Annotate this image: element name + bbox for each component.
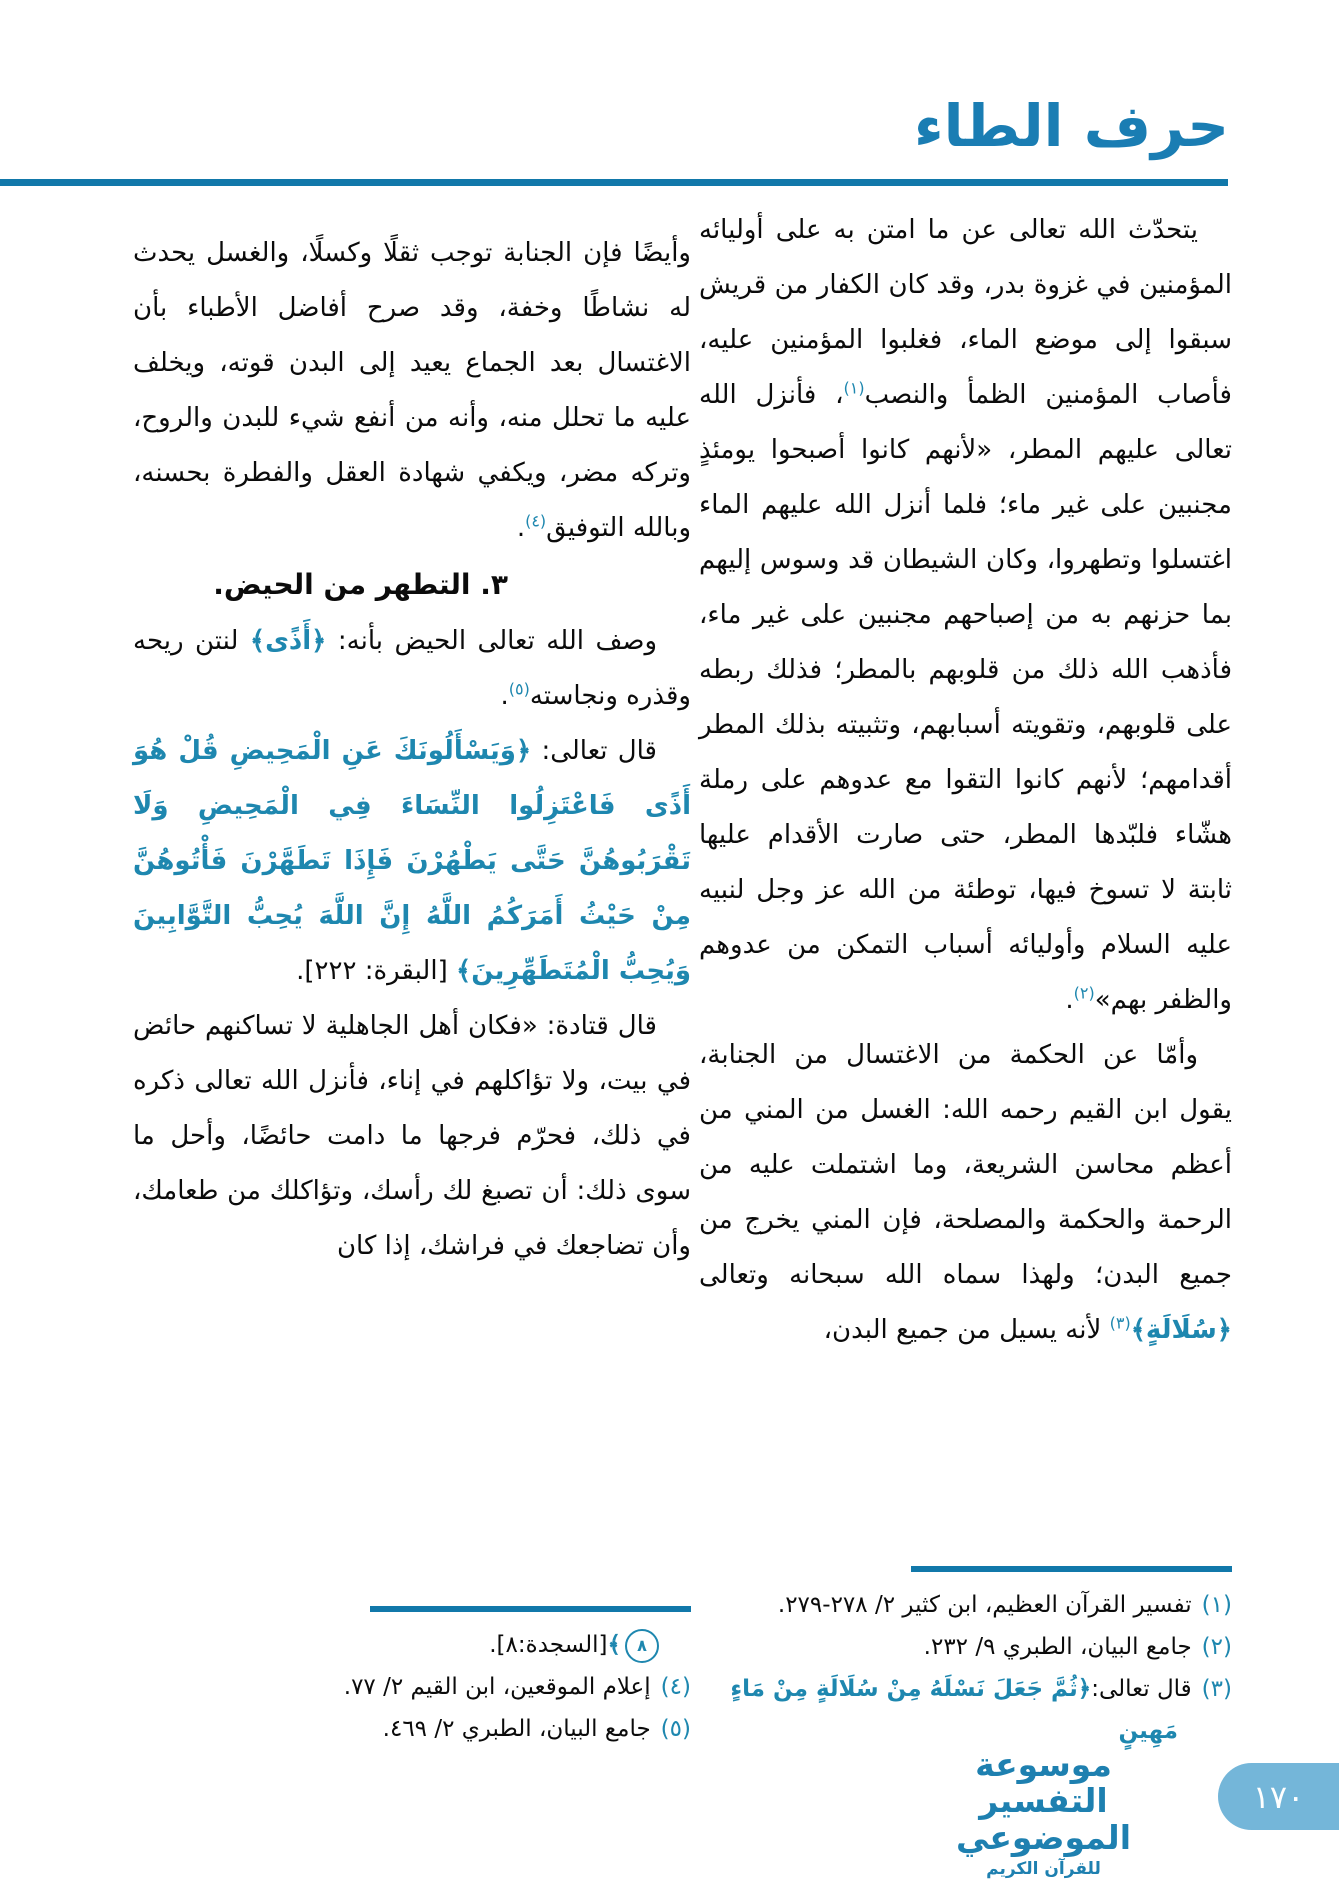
verse-reference: [السجدة:٨]. xyxy=(489,1632,608,1658)
paragraph xyxy=(133,614,691,724)
footnote-text: جامع البيان، الطبري ٢/ ٤٦٩. xyxy=(382,1716,651,1742)
body-text: يتحدّث الله تعالى عن ما امتن به على أوليائه المؤمنين في غزوة بدر، وقد كان الكفار من قريش سبقوا إلى موضع الماء، فغلبوا المؤمنين عليه، فأصاب المؤمنين الظمأ والنصب xyxy=(699,215,1232,410)
column-left xyxy=(133,226,691,1274)
footnote xyxy=(699,1584,1232,1626)
body-text: ، فأنزل الله تعالى عليهم المطر، «لأنهم كانوا أصبحوا يومئذٍ مجنبين على غير ماء؛ فلما أنزل الله عليهم الماء اغتسلوا وتطهروا، وكان الشيطان قد وسوس إليهم بما حزنهم به من إصباحهم مجنبين على غير ماء، فأذهب الله ذلك من قلوبهم بالمطر؛ فذلك ربطه على قلوبهم، وتقويته أسبابهم، وتثبيته بذلك المطر أقدامهم؛ لأنهم كانوا التقوا مع عدوهم على رملة هشّاء فلبّدها المطر، حتى صارت الأقدام عليها ثابتة لا تسوخ فيها، توطئة من الله عز وجل لنبيه عليه السلام وأوليائه أسباب التمكن من عدوهم والظفر بهم» xyxy=(699,380,1232,1015)
quran-verse: ﴿وَيَسْأَلُونَكَ عَنِ الْمَحِيضِ قُلْ هُوَ أَذًى فَاعْتَزِلُوا النِّسَاءَ فِي الْمَحِيضِ وَلَا تَقْرَبُوهُنَّ حَتَّى يَطْهُرْنَ فَإِذَا تَطَهَّرْنَ فَأْتُوهُنَّ مِنْ حَيْثُ أَمَرَكُمُ اللَّهُ إِنَّ اللَّهَ يُحِبُّ التَّوَّابِينَ وَيُحِبُّ الْمُتَطَهِّرِينَ﴾ xyxy=(133,736,691,986)
verse-reference: [البقرة: ٢٢٢]. xyxy=(296,956,456,986)
footnote xyxy=(133,1666,691,1708)
chapter-title: حرف الطاء xyxy=(913,92,1229,160)
footnote-number: (٥) xyxy=(660,1716,691,1742)
quran-word: ﴿أَذًى﴾ xyxy=(249,626,327,656)
body-text: . xyxy=(1065,985,1074,1015)
footnote xyxy=(699,1668,1232,1752)
footnote-divider xyxy=(911,1566,1232,1572)
body-text: قال تعالى: xyxy=(531,736,657,766)
body-text: وأمّا عن الحكمة من الاغتسال من الجنابة، يقول ابن القيم رحمه الله: الغسل من المني من أعظم محاسن الشريعة، وما اشتملت عليه من الرحمة والحكمة والمصلحة، فإن المني يخرج من جميع البدن؛ ولهذا سماه الله سبحانه وتعالى xyxy=(699,1040,1232,1290)
body-text: وأيضًا فإن الجنابة توجب ثقلًا وكسلًا، والغسل يحدث له نشاطًا وخفة، وقد صرح أفاضل الأطباء بأن الاغتسال بعد الجماع يعيد إلى البدن قوته، ويخلف عليه ما تحلل منه، وأنه من أنفع شيء للبدن والروح، وتركه مضر، ويكفي شهادة العقل والفطرة بحسنه، وبالله التوفيق xyxy=(133,238,691,543)
page-number-badge xyxy=(1218,1763,1339,1830)
logo-title: موسوعة التفسير الموضوعي xyxy=(955,1745,1132,1857)
footnote-ref-5: (٥) xyxy=(508,679,530,699)
paragraph xyxy=(133,226,691,556)
quran-verse-paragraph xyxy=(133,724,691,999)
section-heading: ٣. التطهر من الحيض. xyxy=(213,568,508,601)
quran-word: ﴿سُلَالَةٍ﴾ xyxy=(1130,1315,1232,1345)
header-rule xyxy=(0,179,1228,186)
body-text: لنتن ريحه وقذره ونجاسته xyxy=(133,626,691,711)
publisher-logo xyxy=(916,1747,1171,1879)
footnote-text: تفسير القرآن العظيم، ابن كثير ٢/ ٢٧٨-٢٧٩. xyxy=(777,1592,1192,1618)
footnote-text: إعلام الموقعين، ابن القيم ٢/ ٧٧. xyxy=(343,1674,651,1700)
paragraph xyxy=(699,203,1232,1028)
footnote-number: (٢) xyxy=(1201,1634,1232,1660)
body-text: . xyxy=(516,513,526,543)
footnotes-right xyxy=(699,1566,1232,1752)
column-right xyxy=(699,203,1232,1358)
paragraph: قال قتادة: «فكان أهل الجاهلية لا تساكنهم حائض في بيت، ولا تؤاكلهم في إناء، فأنزل الله تعالى ذكره في ذلك، فحرّم فرجها ما دامت حائضًا، وأحل ما سوى ذلك: أن تصبغ لك رأسك، وتؤاكلك من طعامك، وأن تضاجعك في فراشك، إذا كان xyxy=(133,1011,691,1261)
footnote xyxy=(133,1708,691,1750)
footnote-text: قال تعالى: xyxy=(1091,1676,1192,1702)
body-text: وصف الله تعالى الحيض بأنه: xyxy=(326,626,658,656)
footnote-number: (١) xyxy=(1201,1592,1232,1618)
logo-subtitle: للقرآن الكريم xyxy=(986,1858,1101,1879)
page-number: ١٧٠ xyxy=(1252,1777,1305,1816)
footnote-number: (٣) xyxy=(1201,1676,1232,1702)
footnote-divider xyxy=(370,1606,691,1612)
footnote-ref-4: (٤) xyxy=(525,511,547,531)
ayah-end-marker: ٨ xyxy=(625,1629,659,1663)
quran-close-bracket: ﴾ xyxy=(607,1632,621,1658)
paragraph xyxy=(699,1028,1232,1358)
footnote-verse-end xyxy=(133,1624,691,1666)
footnote-number: (٤) xyxy=(660,1674,691,1700)
body-text: لأنه يسيل من جميع البدن، xyxy=(823,1315,1110,1345)
footnote-ref-2: (٢) xyxy=(1073,983,1095,1003)
quran-verse: ﴿ثُمَّ جَعَلَ نَسْلَهُ مِنْ سُلَالَةٍ مِنْ مَاءٍ مَهِينٍ xyxy=(730,1676,1178,1744)
footnote-ref-1: (١) xyxy=(843,378,865,398)
footnotes-left xyxy=(133,1606,691,1750)
footnote xyxy=(699,1626,1232,1668)
body-text: . xyxy=(500,681,509,711)
footnote-ref-3: (٣) xyxy=(1109,1313,1131,1333)
footnote-text: جامع البيان، الطبري ٩/ ٢٣٢. xyxy=(923,1634,1192,1660)
